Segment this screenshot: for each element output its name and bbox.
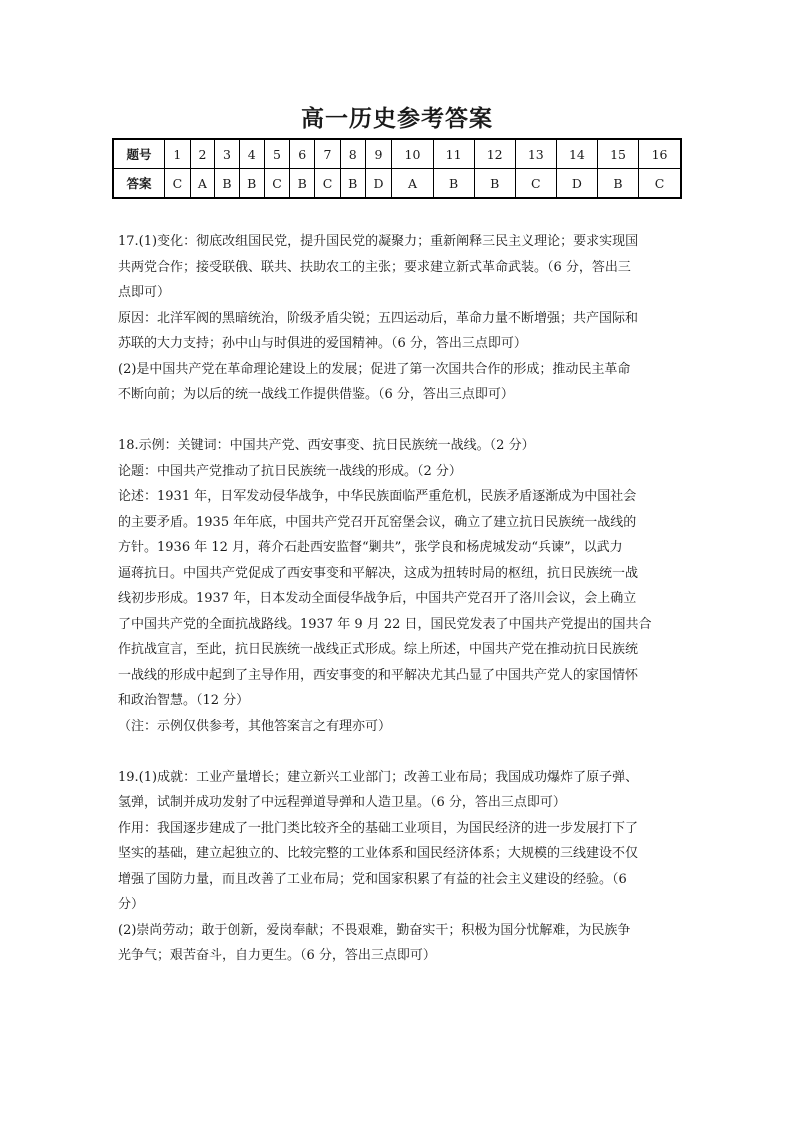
q18-line: 18.示例：关键词：中国共产党、西安事变、抗日民族统一战线。（2 分） [118,438,535,453]
question-number-cell: 5 [264,139,290,169]
q18-line: 的主要矛盾。1935 年年底，中国共产党召开瓦窑堡会议，确立了建立抗日民族统一战线的 [118,514,637,530]
q18-line: 逼蒋抗日。中国共产党促成了西安事变和平解决，这成为扭转时局的枢纽，抗日民族统一战 [118,565,639,581]
q18-line: 和政治智慧。（12 分） [118,693,250,708]
q19-line: 坚实的基础，建立起独立的、比较完整的工业体系和国民经济体系；大规模的三线建设不仅 [118,846,639,861]
question-number-cell: 8 [340,139,365,169]
answer-cell: B [290,169,315,199]
answer-cell: B [239,169,264,199]
answer-cell: C [639,169,681,199]
question-17-section [118,229,678,408]
q18-line: 方针。1936 年 12 月，蒋介石赴西安监督“剿共”，张学良和杨虎城发动“兵谏”，以武力 [118,540,623,555]
q19-line: 氢弹，试制并成功发射了中远程弹道导弹和人造卫星。（6 分，答出三点即可） [118,795,566,810]
q19-line: 分） [118,897,145,912]
answer-cell: C [165,169,191,199]
answer-cell: A [392,169,433,199]
question-number-cell: 10 [392,139,433,169]
q17-line: 不断向前；为以后的统一战线工作提供借鉴。（6 分，答出三点即可） [118,387,514,402]
question-19-section [118,765,678,969]
question-number-cell: 14 [556,139,597,169]
q17-line: 17.(1)变化：彻底改组国民党，提升国民党的凝聚力；重新阐释三民主义理论；要求实现国 [118,234,639,249]
page-title: 高一历史参考答案 [301,106,493,132]
question-number-cell: 6 [290,139,315,169]
question-number-cell: 4 [239,139,264,169]
answer-cell: B [597,169,638,199]
q19-line: 光争气；艰苦奋斗，自力更生。（6 分，答出三点即可） [118,948,436,963]
answer-cell: C [264,169,290,199]
question-18-section [118,433,678,739]
answer-cell: B [340,169,365,199]
question-number-cell: 16 [639,139,681,169]
q18-line: 作抗战宣言，至此，抗日民族统一战线正式形成。综上所述，中国共产党在推动抗日民族统 [118,642,639,657]
q18-line: 论题：中国共产党推动了抗日民族统一战线的形成。（2 分） [118,463,462,479]
question-number-cell: 11 [433,139,474,169]
q18-line: 线初步形成。1937 年，日本发动全面侵华战争后，中国共产党召开了洛川会议，会上确立 [118,591,637,606]
answer-cell: B [474,169,515,199]
answer-table [112,138,682,199]
question-number-cell: 13 [515,139,556,169]
question-number-cell: 15 [597,139,638,169]
q17-line: 点即可） [118,285,171,300]
question-number-cell: 3 [215,139,240,169]
answer-cell: D [556,169,597,199]
answer-cell: A [190,169,214,199]
q19-line: (2)崇尚劳动；敢于创新，爱岗奉献；不畏艰难，勤奋实干；积极为国分忧解难，为民族争 [118,922,631,938]
answer-cell: C [515,169,556,199]
q18-note: （注：示例仅供参考，其他答案言之有理亦可） [118,718,392,734]
q18-line: 一战线的形成中起到了主导作用，西安事变的和平解决尤其凸显了中国共产党人的家国情怀 [118,667,639,683]
section-spacer [118,739,678,765]
q18-line: 了中国共产党的全面抗战路线。1937 年 9 月 22 日，国民党发表了中国共产党提出的国共合 [118,616,652,632]
q19-line: 19.(1)成就：工业产量增长；建立新兴工业部门；改善工业布局；我国成功爆炸了原子弹、 [118,769,639,785]
answer-cell: B [433,169,474,199]
q17-line: 共两党合作；接受联俄、联共、扶助农工的主张；要求建立新式革命武装。（6 分，答出三 [118,259,631,275]
q17-line: 苏联的大力支持；孙中山与时俱进的爱国精神。（6 分，答出三点即可） [118,336,527,351]
q19-line: 增强了国防力量，而且改善了工业布局；党和国家积累了有益的社会主义建设的经验。（6 [118,871,627,887]
question-number-cell: 7 [315,139,341,169]
answer-explanations [118,229,678,969]
answer-header: 答案 [113,169,165,199]
answer-cell: C [315,169,341,199]
question-number-header: 题号 [113,139,165,169]
q19-line: 作用：我国逐步建成了一批门类比较齐全的基础工业项目，为国民经济的进一步发展打下了 [118,820,639,836]
q17-line: 原因：北洋军阀的黑暗统治，阶级矛盾尖锐；五四运动后，革命力量不断增强；共产国际和 [118,310,639,326]
answer-cell: B [215,169,240,199]
q17-line: (2)是中国共产党在革命理论建设上的发展；促进了第一次国共合作的形成；推动民主革命 [118,361,631,377]
question-number-cell: 9 [365,139,392,169]
answer-cell: D [365,169,392,199]
question-number-cell: 1 [165,139,191,169]
question-number-row [113,139,681,169]
answer-row [113,169,681,199]
q18-line: 论述：1931 年，日军发动侵华战争，中华民族面临严重危机，民族矛盾逐渐成为中国社会 [118,489,637,504]
question-number-cell: 12 [474,139,515,169]
section-spacer [118,408,678,434]
question-number-cell: 2 [190,139,214,169]
